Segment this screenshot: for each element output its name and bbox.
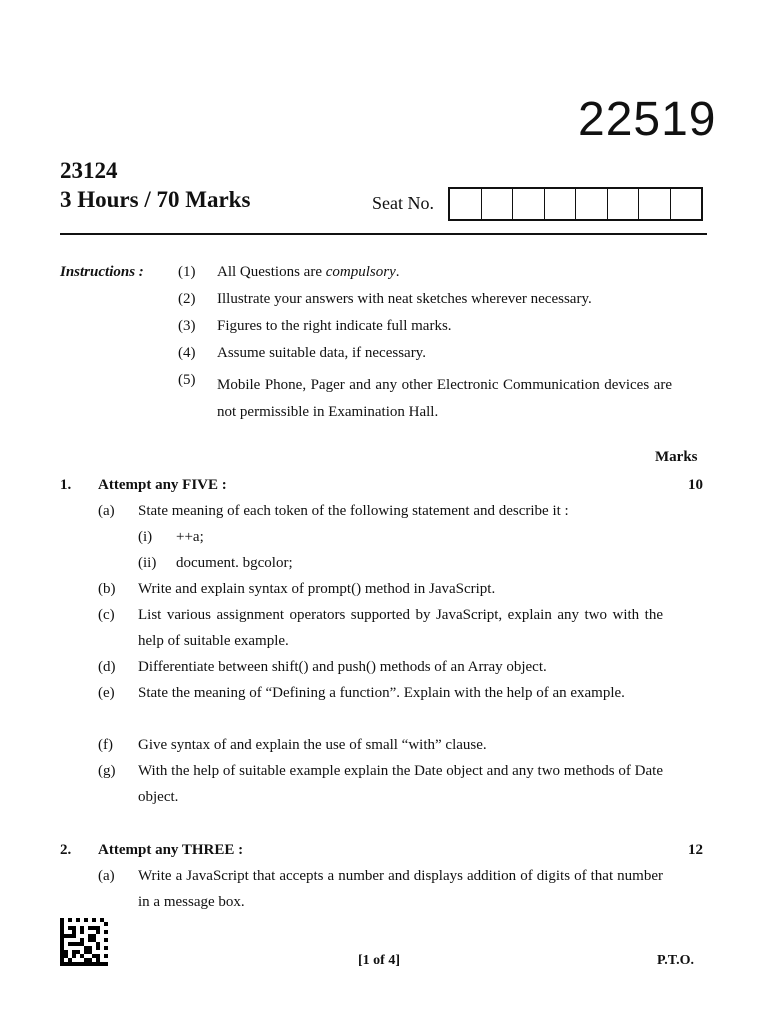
sub-question-letter: (f)	[98, 737, 113, 753]
seat-box[interactable]	[639, 189, 671, 219]
sub-part-numeral: (ii)	[138, 555, 157, 571]
duration-marks: 3 Hours / 70 Marks	[60, 187, 251, 212]
exam-code: 23124	[60, 158, 118, 183]
instruction-text: Mobile Phone, Pager and any other Electronic Communication devices are not permissible in Examination Hall.	[217, 377, 672, 420]
sub-part-text: document. bgcolor;	[176, 555, 293, 571]
sub-question-text: With the help of suitable example explain the Date object and any two methods of Date object.	[138, 763, 663, 805]
marks-heading: Marks	[655, 449, 698, 465]
sub-question-letter: (g)	[98, 763, 116, 779]
sub-question-letter: (b)	[98, 581, 116, 597]
instruction-number: (3)	[178, 318, 196, 334]
instruction-text: Assume suitable data, if necessary.	[217, 345, 426, 361]
question-title: Attempt any THREE :	[98, 842, 244, 858]
sub-question-text: State meaning of each token of the following statement and describe it :	[138, 503, 569, 519]
sub-question-letter: (d)	[98, 659, 116, 675]
sub-question-letter: (a)	[98, 868, 115, 884]
question-title: Attempt any FIVE :	[98, 477, 227, 493]
seat-box[interactable]	[513, 189, 545, 219]
sub-question-letter: (a)	[98, 503, 115, 519]
sub-part-text: ++a;	[176, 529, 204, 545]
seat-box[interactable]	[576, 189, 608, 219]
seat-number-boxes[interactable]	[448, 187, 703, 221]
instruction-number: (5)	[178, 372, 196, 388]
sub-question-letter: (e)	[98, 685, 115, 701]
sub-question-text: Differentiate between shift() and push() methods of an Array object.	[138, 659, 547, 675]
paper-code: 22519	[578, 93, 717, 146]
instruction-number: (2)	[178, 291, 196, 307]
seat-box[interactable]	[450, 189, 482, 219]
seat-box[interactable]	[482, 189, 514, 219]
please-turn-over: P.T.O.	[657, 953, 694, 968]
sub-question-text: Write and explain syntax of prompt() method in JavaScript.	[138, 581, 496, 597]
instruction-text: Illustrate your answers with neat sketches wherever necessary.	[217, 291, 592, 307]
question-marks: 12	[688, 842, 703, 858]
seat-label: Seat No.	[372, 193, 434, 213]
question-number: 2.	[60, 842, 72, 858]
header-divider	[60, 233, 707, 235]
instruction-number: (1)	[178, 264, 196, 280]
page-number: [1 of 4]	[358, 953, 400, 968]
sub-question-text: State the meaning of “Defining a function”. Explain with the help of an example.	[138, 685, 625, 701]
seat-box[interactable]	[671, 189, 702, 219]
seat-box[interactable]	[545, 189, 577, 219]
sub-question-text: Write a JavaScript that accepts a number and displays addition of digits of that number in a message box.	[138, 868, 663, 910]
sub-question-text: List various assignment operators supported by JavaScript, explain any two with the help of suitable example.	[138, 607, 663, 649]
instructions-heading: Instructions :	[60, 264, 144, 280]
instruction-text: Figures to the right indicate full marks.	[217, 318, 452, 334]
question-marks: 10	[688, 477, 703, 493]
sub-question-text: Give syntax of and explain the use of small “with” clause.	[138, 737, 487, 753]
sub-part-numeral: (i)	[138, 529, 153, 545]
sub-question-letter: (c)	[98, 607, 115, 623]
instruction-number: (4)	[178, 345, 196, 361]
seat-box[interactable]	[608, 189, 640, 219]
question-number: 1.	[60, 477, 72, 493]
instruction-text: All Questions are compulsory.	[217, 264, 400, 280]
instruction-emphasis: compulsory	[325, 264, 396, 280]
qr-code-icon	[60, 918, 108, 966]
